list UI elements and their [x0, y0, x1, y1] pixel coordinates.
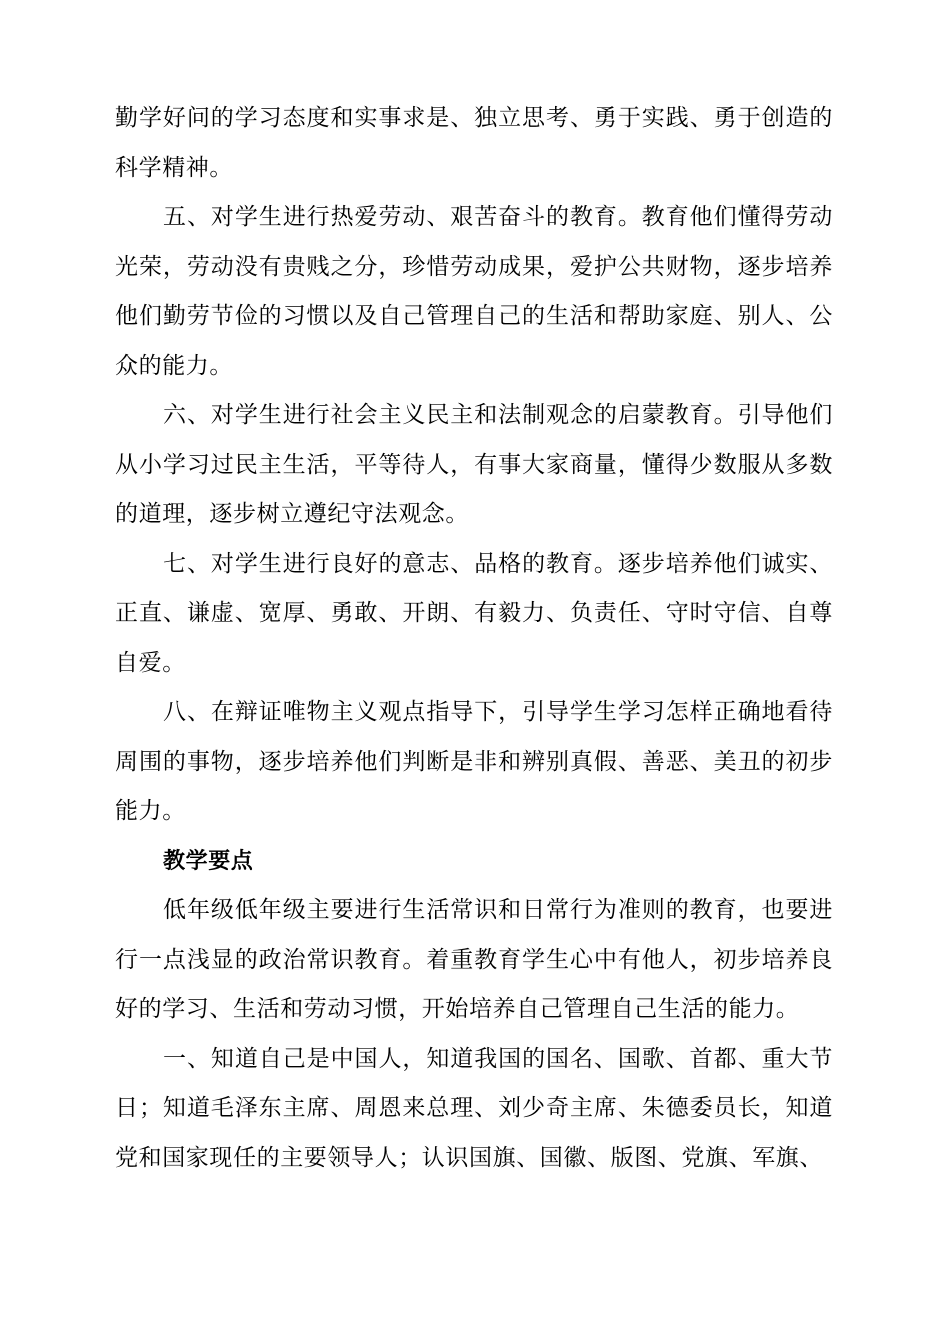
paragraph-item-5: 五、对学生进行热爱劳动、艰苦奋斗的教育。教育他们懂得劳动光荣，劳动没有贵贱之分，珍惜劳动成果，爱护公共财物，逐步培养他们勤劳节俭的习惯以及自己管理自己的生活和帮助家庭、别人、公众的能力。 [115, 204, 833, 379]
paragraph-item-7: 七、对学生进行良好的意志、品格的教育。逐步培养他们诚实、正直、谦虚、宽厚、勇敢、开朗、有毅力、负责任、守时守信、自尊自爱。 [115, 550, 833, 676]
paragraph-continuation: 勤学好问的学习态度和实事求是、独立思考、勇于实践、勇于创造的科学精神。 [115, 105, 833, 181]
paragraph-item-6: 六、对学生进行社会主义民主和法制观念的启蒙教育。引导他们从小学习过民主生活，平等待人，有事大家商量，懂得少数服从多数的道理，逐步树立遵纪守法观念。 [115, 402, 833, 527]
paragraph-item-1: 一、知道自己是中国人，知道我国的国名、国歌、首都、重大节日；知道毛泽东主席、周恩来总理、刘少奇主席、朱德委员长，知道党和国家现任的主要领导人；认识国旗、国徽、版图、党旗、军旗、 [115, 1045, 833, 1171]
document-body [115, 94, 833, 1183]
section-heading: 教学要点 [163, 848, 254, 874]
paragraph-intro: 低年级低年级主要进行生活常识和日常行为准则的教育，也要进行一点浅显的政治常识教育。着重教育学生心中有他人，初步培养良好的学习、生活和劳动习惯，开始培养自己管理自己生活的能力。 [115, 897, 833, 1022]
paragraph-item-8: 八、在辩证唯物主义观点指导下，引导学生学习怎样正确地看待周围的事物，逐步培养他们判断是非和辨别真假、善恶、美丑的初步能力。 [115, 699, 833, 824]
